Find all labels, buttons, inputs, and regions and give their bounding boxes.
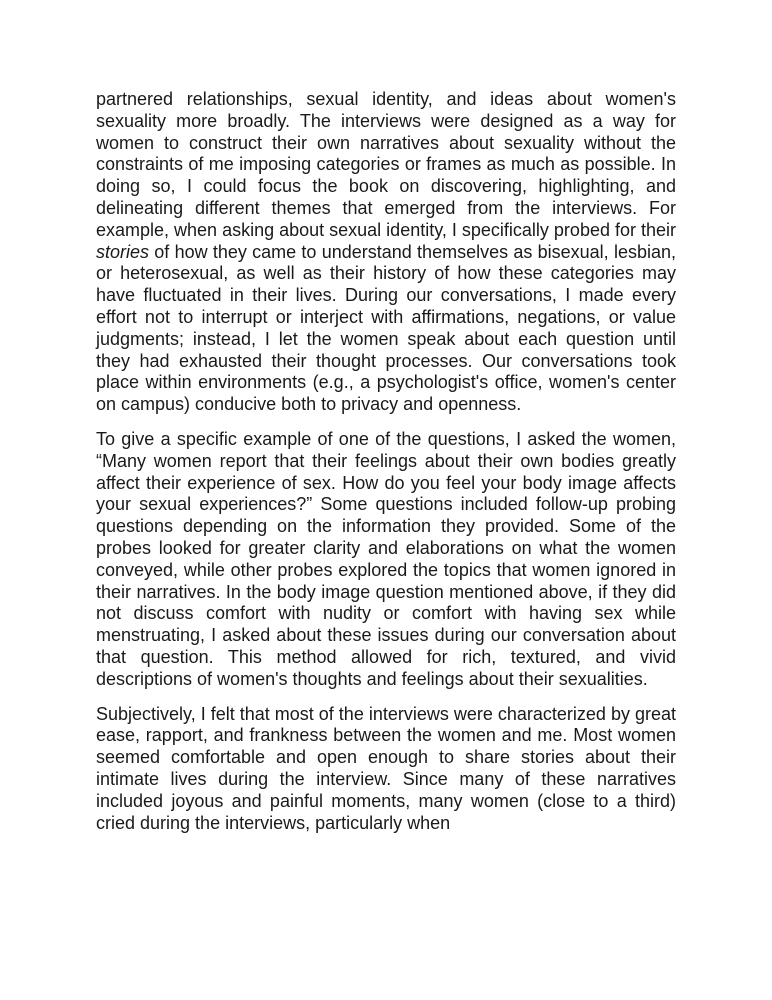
- paragraph-example-question: To give a specific example of one of the questions, I asked the women, “Many women report that their feelings about their own bodies greatly affect their experience of sex. How do you feel your body image affects your sexual experiences?” Some questions included follow-up probing questions depending on the information they provided. Some of the probes looked for greater clarity and elaborations on what the women conveyed, while other probes explored the topics that women ignored in their narratives. In the body image question mentioned above, if they did not discuss comfort with nudity or comfort with having sex while menstruating, I asked about these issues during our conversation about that question. This method allowed for rich, textured, and vivid descriptions of women's thoughts and feelings about their sexualities.: [96, 428, 676, 689]
- paragraph-methods-text-start: partnered relationships, sexual identity, and ideas about women's sexuality more broadly. The interviews were designed as a way for women to construct their own narratives about sexuality without the constraints of me imposing categories or frames as much as possible. In doing so, I could focus the book on discovering, highlighting, and delineating different themes that emerged from the interviews. For example, when asking about sexual identity, I specifically probed for their: [96, 89, 676, 240]
- paragraph-interview-experience: Subjectively, I felt that most of the interviews were characterized by great ease, rapport, and frankness between the women and me. Most women seemed comfortable and open enough to share stories about their intimate lives during the interview. Since many of these narratives included joyous and painful moments, many women (close to a third) cried during the interviews, particularly when: [96, 703, 676, 833]
- document-page: [96, 89, 676, 847]
- paragraph-methods: [96, 89, 676, 416]
- paragraph-methods-text-end: of how they came to understand themselves as bisexual, lesbian, or heterosexual, as well as their history of how these categories may have fluctuated in their lives. During our conversations, I made every effort not to interrupt or interject with affirmations, negations, or value judgments; instead, I let the women speak about each question until they had exhausted their thought processes. Our conversations took place within environments (e.g., a psychologist's office, women's center on campus) conducive both to privacy and openness.: [96, 241, 676, 415]
- emphasized-word: stories: [96, 241, 150, 262]
